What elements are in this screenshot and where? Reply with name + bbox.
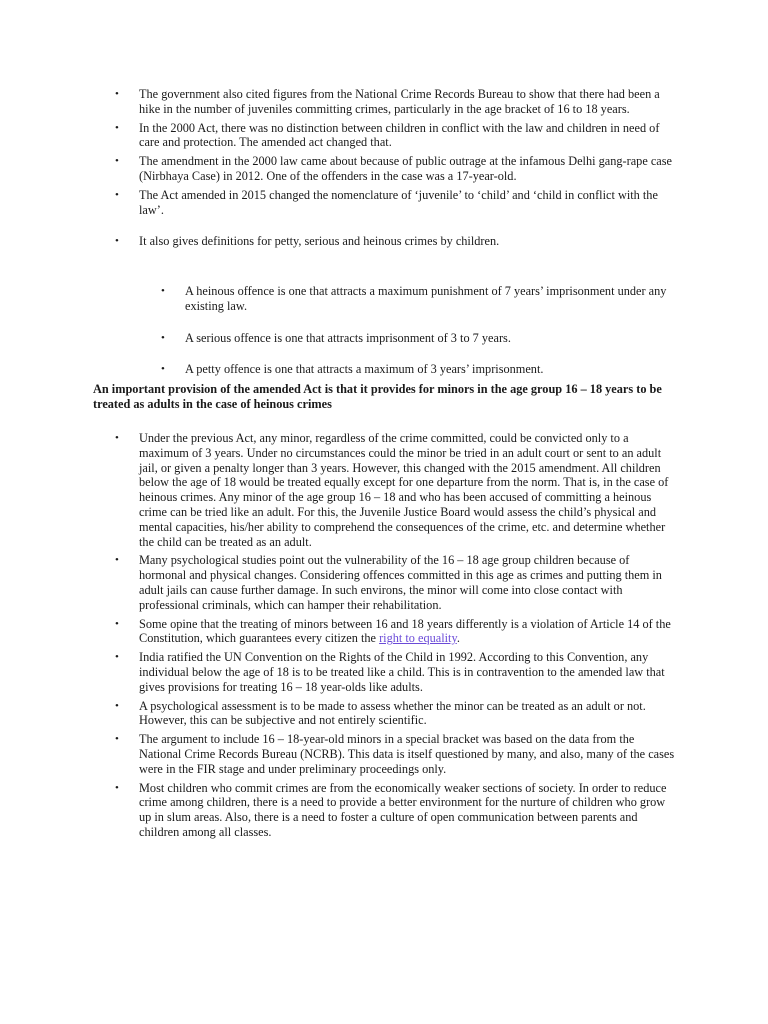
right-to-equality-link[interactable]: right to equality	[379, 631, 457, 646]
list-item: • The government also cited figures from the National Crime Records Bureau to show that there had been a hike in the number of juveniles committing crimes, particularly in the age bracket of 16 to 18 years.	[139, 87, 679, 117]
lower-bullet-list	[139, 431, 679, 840]
list-item: • The Act amended in 2015 changed the nomenclature of ‘juvenile’ to ‘child’ and ‘child in conflict with the law’.	[139, 188, 679, 218]
list-item: • The argument to include 16 – 18-year-old minors in a special bracket was based on the data from the National Crime Records Bureau (NCRB). This data is itself questioned by many, and also, many of the cases were in the FIR stage and under preliminary proceedings only.	[139, 732, 679, 776]
top-bullet-list	[139, 87, 679, 249]
list-item: • In the 2000 Act, there was no distinction between children in conflict with the law and children in need of care and protection. The amended act changed that.	[139, 121, 679, 151]
list-item: • Most children who commit crimes are from the economically weaker sections of society. In order to reduce crime among children, there is a need to provide a better environment for the nurture of children who grow up in slum areas. Also, there is a need to foster a culture of open communication between parents and children among all classes.	[139, 781, 679, 840]
section-heading: An important provision of the amended Act is that it provides for minors in the age group 16 – 18 years to be treated as adults in the case of heinous crimes	[93, 382, 662, 411]
list-item: • A petty offence is one that attracts a maximum of 3 years’ imprisonment.	[185, 362, 675, 377]
article14-period: .	[456, 631, 460, 646]
list-item: • A heinous offence is one that attracts a maximum punishment of 7 years’ imprisonment under any existing law.	[185, 284, 675, 314]
list-item: • Many psychological studies point out the vulnerability of the 16 – 18 age group children because of hormonal and physical changes. Considering offences committed in this age as crimes and putting them in adult jails can cause further damage. In such environs, the minor will come into close contact with professional criminals, which can hamper their rehabilitation.	[139, 553, 679, 612]
offence-definition-list	[185, 284, 675, 377]
list-item: • It also gives definitions for petty, serious and heinous crimes by children.	[139, 234, 679, 249]
list-item	[139, 617, 679, 647]
list-item: • India ratified the UN Convention on the Rights of the Child in 1992. According to this Convention, any individual below the age of 18 is to be treated like a child. This is in contravention to the amended law that gives provisions for treating 16 – 18 year-olds like adults.	[139, 650, 679, 694]
list-item: • The amendment in the 2000 law came about because of public outrage at the infamous Delhi gang-rape case (Nirbhaya Case) in 2012. One of the offenders in the case was a 17-year-old.	[139, 154, 679, 184]
article14-text: Some opine that the treating of minors between 16 and 18 years differently is a violation of Article 14 of the Constitution, which guarantees every citizen the	[139, 616, 671, 646]
list-item: • A psychological assessment is to be made to assess whether the minor can be treated as an adult or not. However, this can be subjective and not entirely scientific.	[139, 699, 679, 729]
list-item: • A serious offence is one that attracts imprisonment of 3 to 7 years.	[185, 331, 675, 346]
list-item: • Under the previous Act, any minor, regardless of the crime committed, could be convicted only to a maximum of 3 years. Under no circumstances could the minor be tried in an adult court or sent to an adult jail, or given a penalty longer than 3 years. However, this changed with the 2015 amendment. All children below the age of 18 would be treated equally except for one departure from the norm. That is, in the case of heinous crimes. Any minor of the age group 16 – 18 and who has been accused of committing a heinous crime can be tried like an adult. For this, the Juvenile Justice Board would assess the child’s physical and mental capacities, his/her ability to comprehend the consequences of the crime, etc. and determine whether the child can be treated as an adult.	[139, 431, 679, 549]
